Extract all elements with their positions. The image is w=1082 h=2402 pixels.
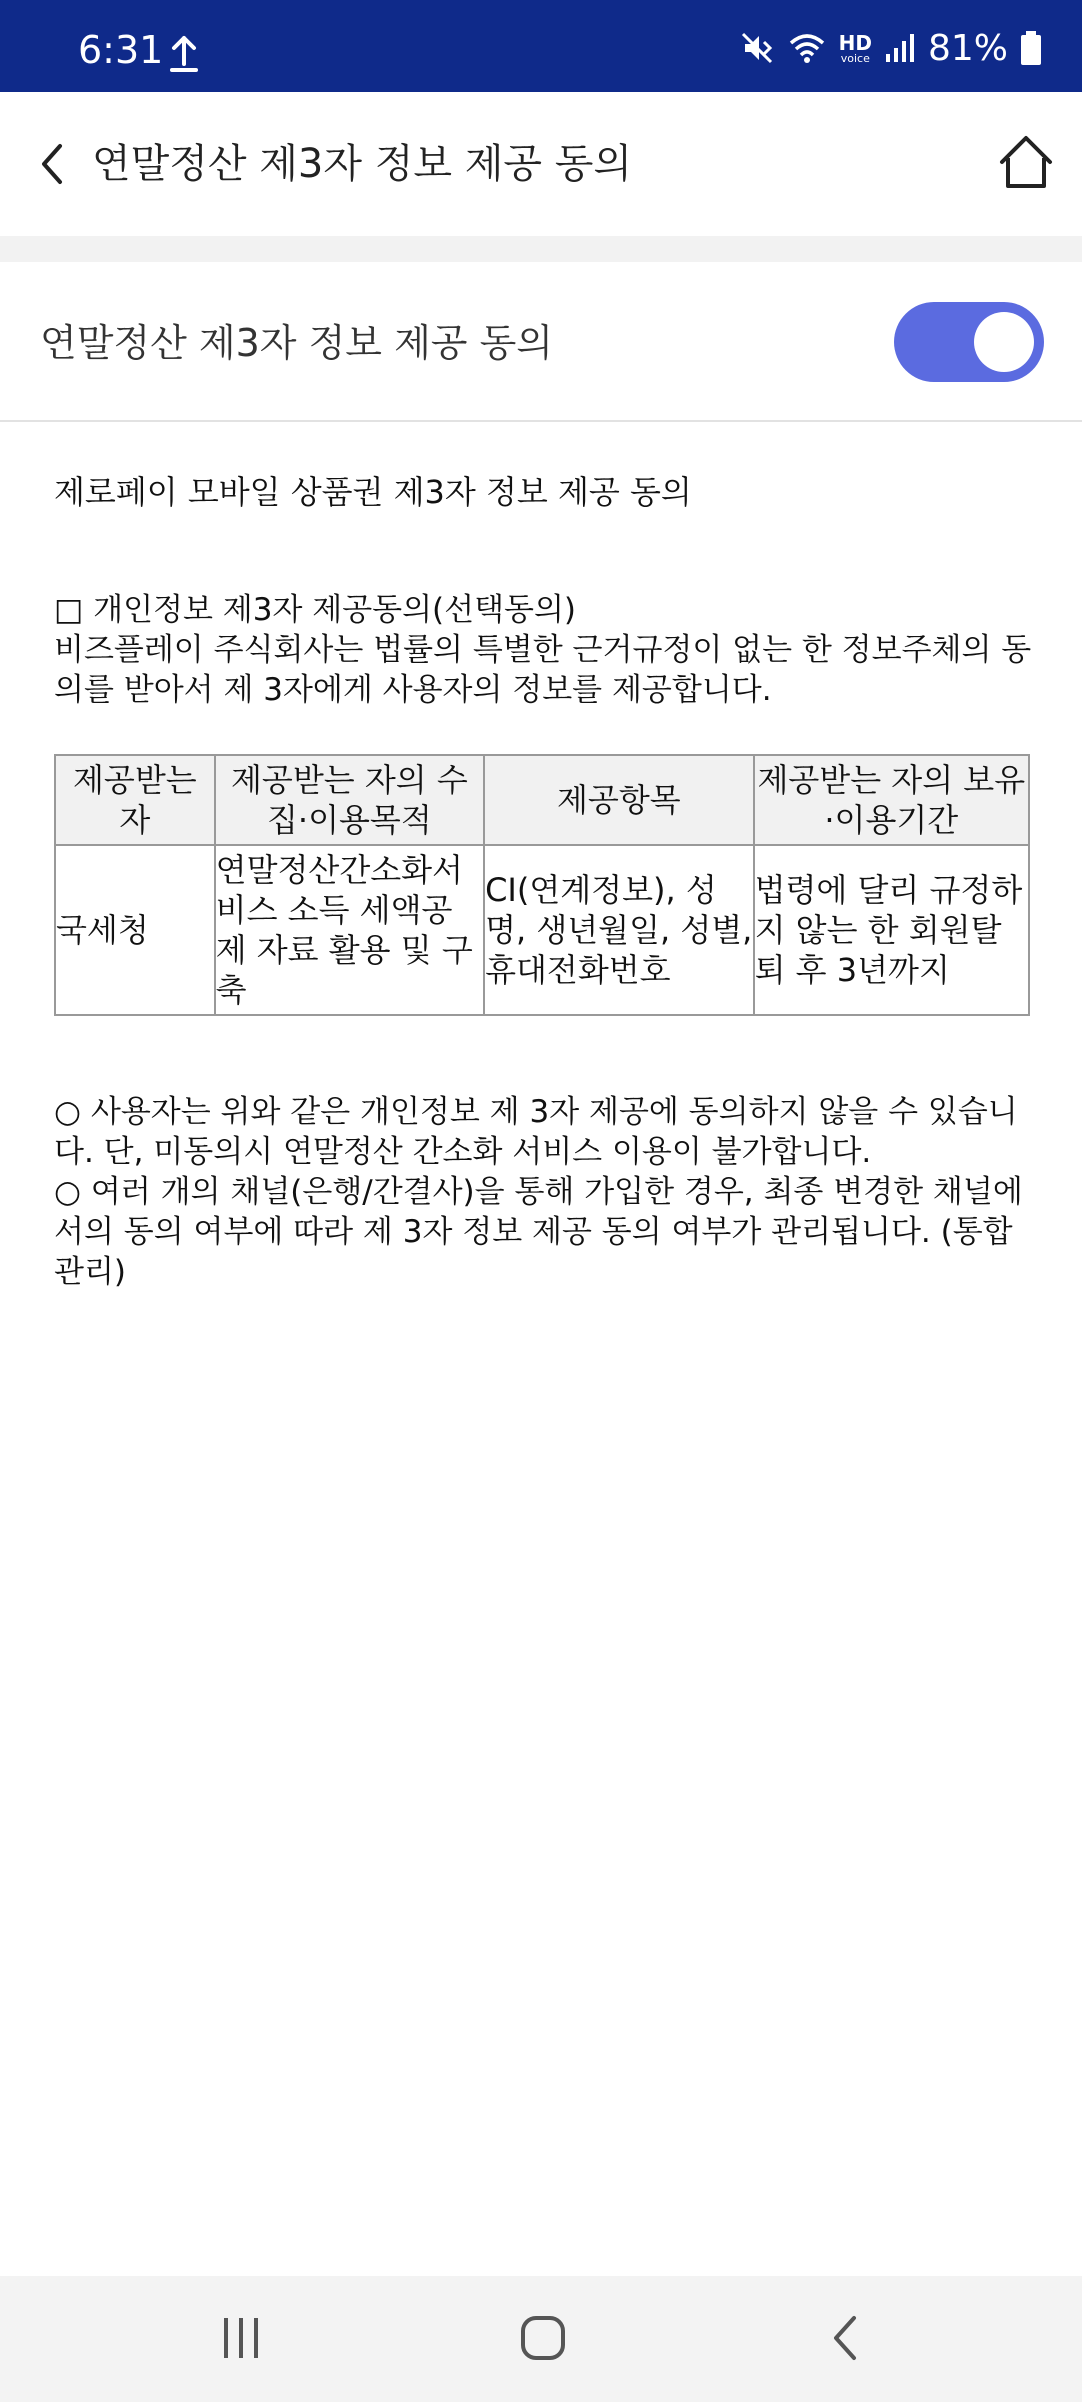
table-header-row bbox=[55, 755, 1029, 845]
status-time: 6:31 bbox=[78, 28, 164, 72]
consent-toggle[interactable] bbox=[894, 302, 1044, 382]
signal-icon bbox=[884, 32, 916, 64]
table-cell: CI(연계정보), 성명, 생년월일, 성별, 휴대전화번호 bbox=[484, 845, 754, 1015]
section-divider bbox=[0, 236, 1082, 262]
navigation-bar bbox=[0, 2276, 1082, 2402]
document-title: 제로페이 모바일 상품권 제3자 정보 제공 동의 bbox=[54, 473, 692, 511]
section-heading: □ 개인정보 제3자 제공동의(선택동의) bbox=[54, 592, 577, 628]
back-nav-icon[interactable] bbox=[810, 2306, 880, 2370]
upload-icon bbox=[168, 34, 200, 74]
table-header-cell: 제공받는 자의 보유·이용기간 bbox=[754, 755, 1029, 845]
home-nav-icon[interactable] bbox=[508, 2306, 578, 2370]
table-cell: 국세청 bbox=[55, 845, 215, 1015]
provision-table bbox=[54, 754, 1030, 1016]
voice-label: voice bbox=[840, 51, 870, 65]
hd-label: HD bbox=[838, 30, 872, 55]
section-body: 비즈플레이 주식회사는 법률의 특별한 근거규정이 없는 한 정보주체의 동의를 받아서 제 3자에게 사용자의 정보를 제공합니다. bbox=[54, 632, 1032, 708]
page-title: 연말정산 제3자 정보 제공 동의 bbox=[92, 141, 632, 187]
battery-icon bbox=[1020, 30, 1042, 66]
consent-content bbox=[54, 470, 1034, 1292]
battery-percent: 81% bbox=[927, 27, 1008, 69]
toggle-label: 연말정산 제3자 정보 제공 동의 bbox=[40, 321, 553, 365]
note-item: ○ 사용자는 위와 같은 개인정보 제 3자 제공에 동의하지 않을 수 있습니다. 단, 미동의시 연말정산 간소화 서비스 이용이 불가합니다. bbox=[54, 1094, 1018, 1170]
table-row bbox=[55, 845, 1029, 1015]
table-header-cell: 제공받는 자의 수집·이용목적 bbox=[215, 755, 484, 845]
table-cell: 법령에 달리 규정하지 않는 한 회원탈퇴 후 3년까지 bbox=[754, 845, 1029, 1015]
home-icon[interactable] bbox=[996, 132, 1056, 192]
table-header-cell: 제공받는 자 bbox=[55, 755, 215, 845]
consent-toggle-row bbox=[0, 262, 1082, 422]
recents-icon[interactable] bbox=[206, 2306, 276, 2370]
notes bbox=[54, 1092, 1034, 1292]
status-icons bbox=[739, 26, 1042, 70]
toggle-knob bbox=[974, 312, 1034, 372]
note-item: ○ 여러 개의 채널(은행/간결사)을 통해 가입한 경우, 최종 변경한 채널에서의 동의 여부에 따라 제 3자 정보 제공 동의 여부가 관리됩니다. (통합 관리) bbox=[54, 1174, 1023, 1290]
back-icon[interactable] bbox=[30, 132, 78, 196]
app-header bbox=[0, 92, 1082, 236]
mute-icon bbox=[739, 30, 775, 66]
wifi-icon bbox=[787, 30, 827, 66]
table-header-cell: 제공항목 bbox=[484, 755, 754, 845]
status-bar bbox=[0, 0, 1082, 92]
table-cell: 연말정산간소화서비스 소득 세액공제 자료 활용 및 구축 bbox=[215, 845, 484, 1015]
hd-voice-icon bbox=[838, 30, 872, 65]
